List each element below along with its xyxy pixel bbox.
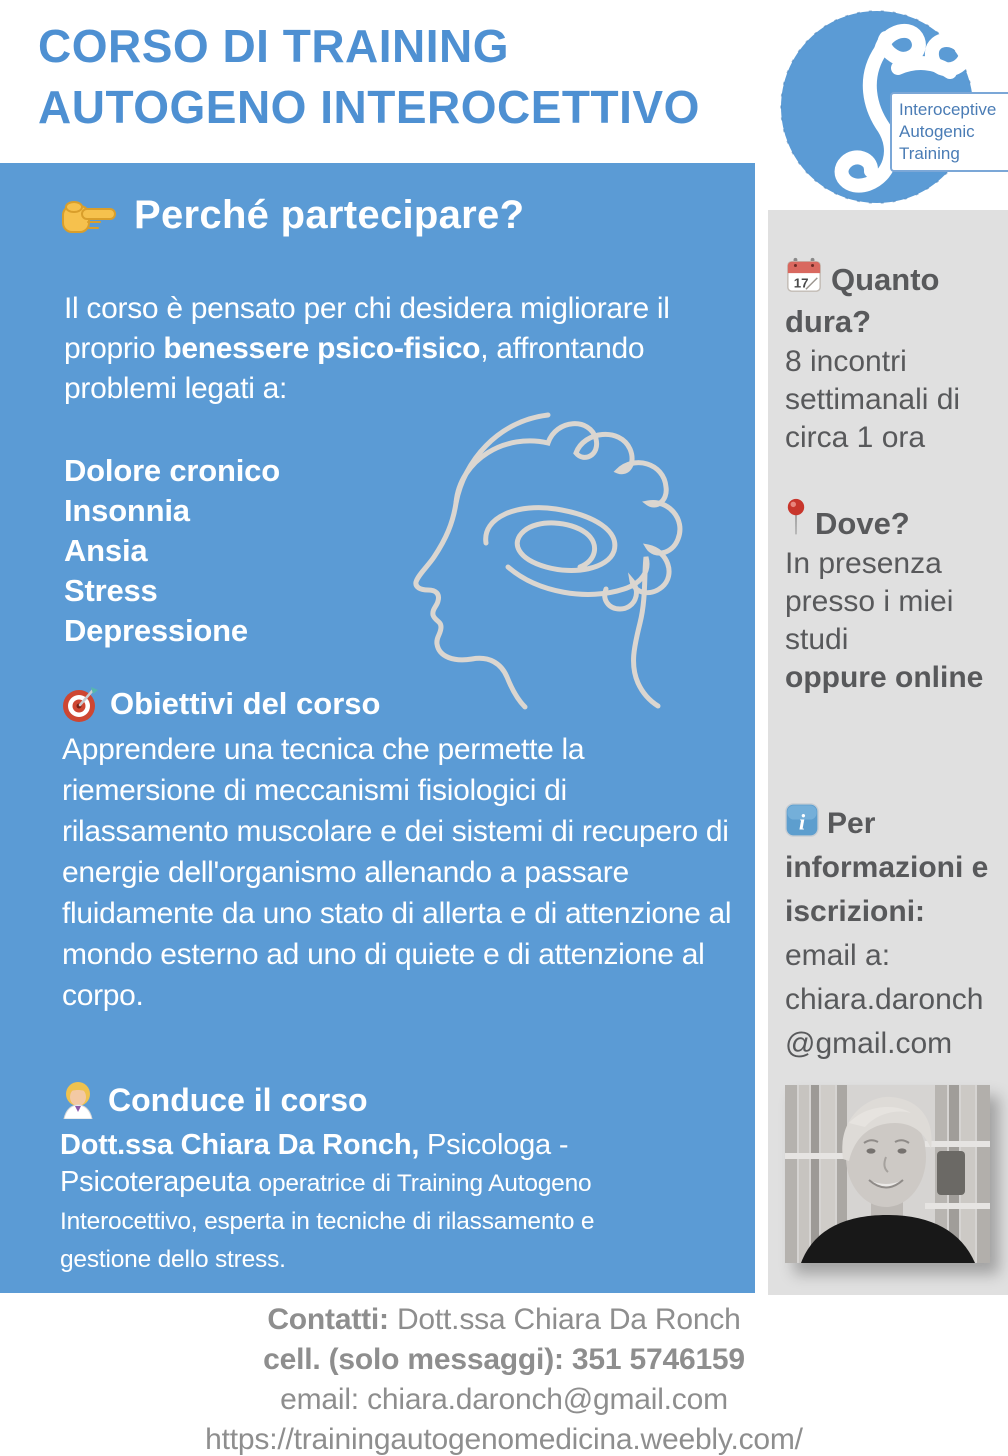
page-title xyxy=(38,16,700,138)
info-email-label: email a: xyxy=(785,939,891,972)
logo-label-line2: Autogenic xyxy=(899,122,975,141)
objectives-heading xyxy=(62,685,737,723)
list-item: Dolore cronico xyxy=(64,453,280,488)
objectives-heading-text: Obiettivi del corso xyxy=(110,686,381,721)
svg-text:i: i xyxy=(798,809,806,835)
where-heading xyxy=(785,498,997,545)
intro-text-2: , affrontando problemi legati a: xyxy=(64,332,645,405)
round-pushpin-icon xyxy=(785,498,807,538)
list-item: Ansia xyxy=(64,533,148,568)
footer-contacts-line xyxy=(0,1300,1008,1340)
where-text: In presenza presso i miei studi xyxy=(785,547,954,656)
information-icon xyxy=(785,803,819,837)
info-heading-text: Per informazioni e iscrizioni: xyxy=(785,807,989,928)
leader-details: operatrice di Training Autogeno Interocettivo, esperta in tecniche di rilassamento e gestione dello stress. xyxy=(60,1170,595,1273)
leader-description xyxy=(60,1127,660,1278)
duration-text: 8 incontri settimanali di circa 1 ora xyxy=(785,345,961,454)
list-item: Depressione xyxy=(64,613,248,648)
target-dart-icon xyxy=(62,685,98,723)
leader-name: Dott.ssa Chiara Da Ronch, xyxy=(60,1129,420,1161)
leader-heading-text: Conduce il corso xyxy=(108,1081,368,1118)
intro-paragraph xyxy=(64,289,732,409)
leader-section xyxy=(60,1081,660,1278)
where-text-bold: oppure online xyxy=(785,661,984,694)
why-section-heading xyxy=(60,193,524,238)
why-heading-text: Perché partecipare? xyxy=(134,193,525,237)
logo-label-line3: Training xyxy=(899,144,960,163)
logo-label xyxy=(890,92,1008,172)
page-title-line1: CORSO DI TRAINING xyxy=(38,20,510,72)
leader-heading xyxy=(60,1081,660,1119)
contacts-footer xyxy=(0,1300,1008,1456)
page-title-line2: AUTOGENO INTEROCETTIVO xyxy=(38,81,700,133)
footer-website-link: https://trainingautogenomedicina.weebly.com/ xyxy=(205,1423,803,1456)
contacts-name: Dott.ssa Chiara Da Ronch xyxy=(388,1303,741,1336)
list-item: Stress xyxy=(64,573,158,608)
objectives-text: Apprendere una tecnica che permette la riemersione di meccanismi fisiologici di rilassamento muscolare e dei sistemi di recupero di energie dell'organismo allenando a passare fluidamente da uno stato di allerta e di attenzione al mondo esterno ad uno di quiete e di attenzione al corpo. xyxy=(62,733,732,1012)
info-heading xyxy=(785,802,997,934)
info-sidebar xyxy=(768,210,1008,1295)
info-email-line1: chiara.daronch xyxy=(785,983,984,1016)
duration-heading xyxy=(785,256,997,343)
intro-text-1: Il corso è pensato per chi desidera migliorare il proprio xyxy=(64,292,670,365)
where-section xyxy=(785,498,997,697)
presenter-photo xyxy=(785,1085,990,1263)
list-item: Insonnia xyxy=(64,493,190,528)
where-heading-text: Dove? xyxy=(815,506,910,541)
calendar-icon xyxy=(785,256,823,294)
presenter-portrait-image xyxy=(785,1085,990,1263)
calendar-day-number: 17 xyxy=(793,275,809,291)
woman-health-worker-icon xyxy=(60,1081,96,1119)
leader-role: Psicologa - Psicoterapeuta xyxy=(60,1129,569,1198)
main-panel xyxy=(0,163,755,1293)
duration-heading-text: Quanto dura? xyxy=(785,262,940,339)
pointing-right-hand-icon xyxy=(60,195,118,237)
intro-text-bold: benessere psico-fisico xyxy=(163,332,481,365)
contacts-label: Contatti: xyxy=(267,1303,389,1336)
logo-label-line1: Interoceptive xyxy=(899,100,997,119)
head-brain-scribble-illustration xyxy=(398,403,728,723)
problems-list xyxy=(64,451,280,651)
footer-email-line: email: chiara.daronch@gmail.com xyxy=(280,1383,728,1416)
info-email-line2: @gmail.com xyxy=(785,1027,953,1060)
info-section xyxy=(785,802,997,1066)
objectives-section xyxy=(62,685,737,1016)
logo xyxy=(778,4,998,210)
footer-phone-line: cell. (solo messaggi): 351 5746159 xyxy=(263,1343,745,1376)
duration-section xyxy=(785,256,997,457)
